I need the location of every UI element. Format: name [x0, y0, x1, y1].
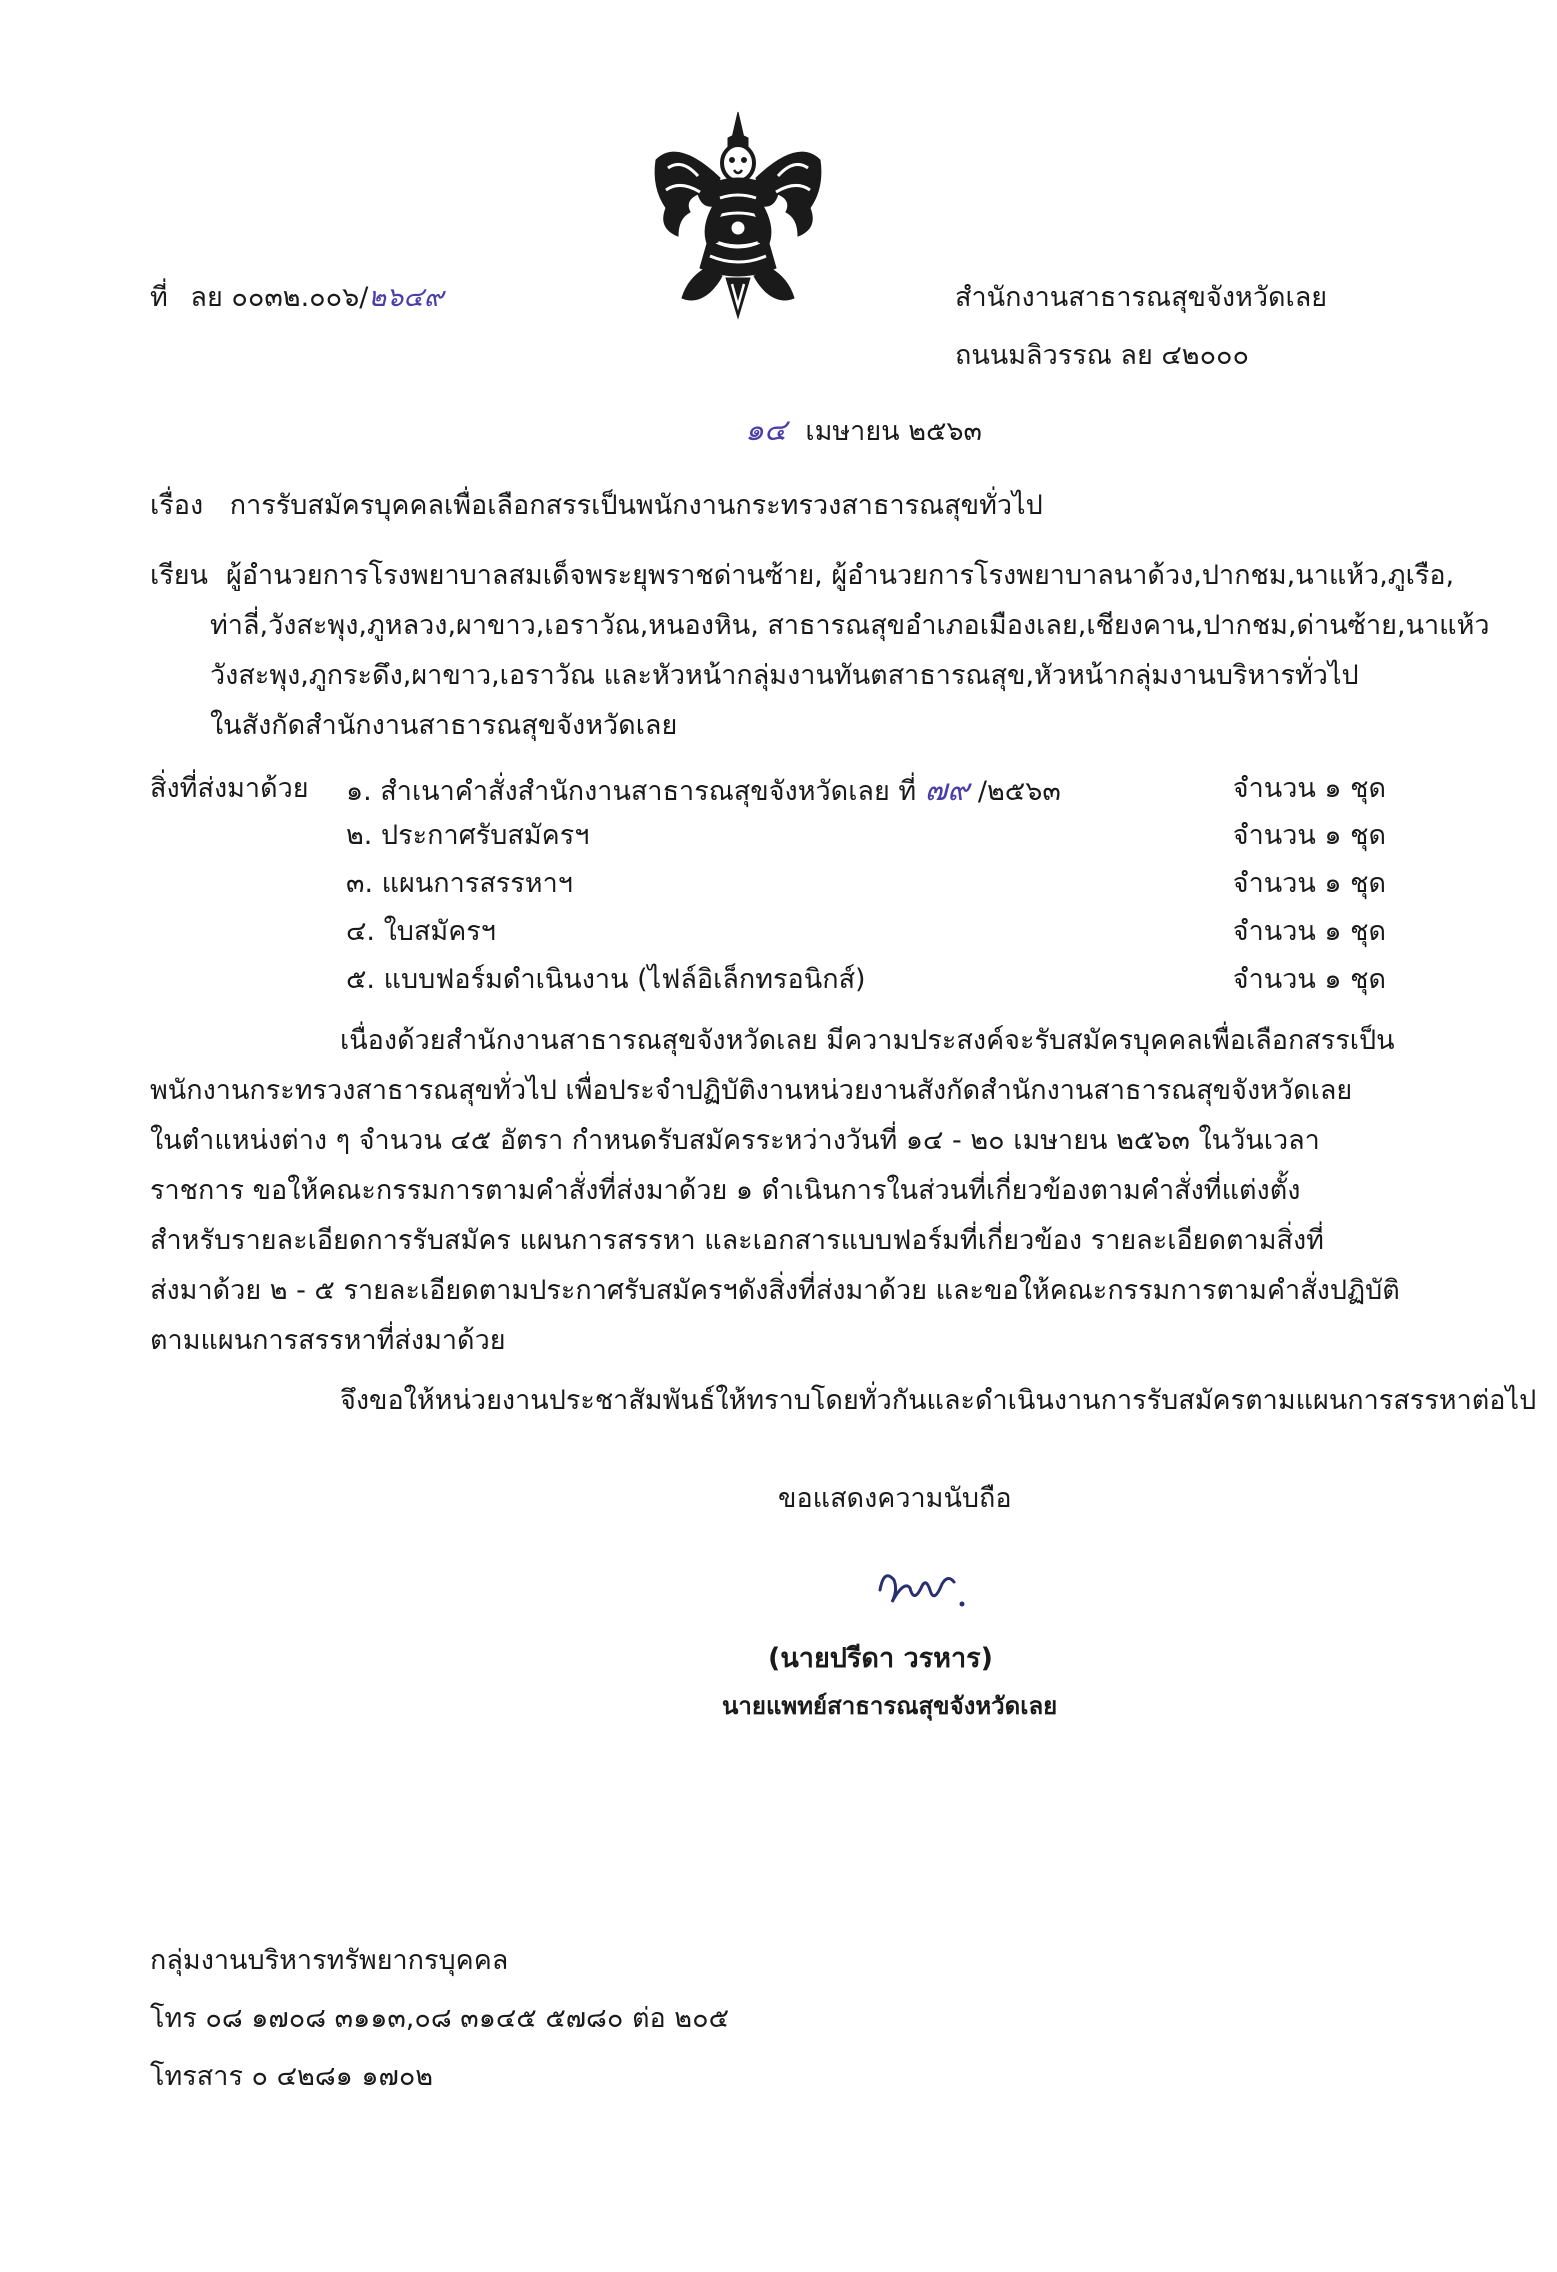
enclosure-item: [346, 916, 1386, 956]
body-line: พนักงานกระทรวงสาธารณสุขทั่วไป เพื่อประจำปฏิบัติงานหน่วยงานสังกัดสำนักงานสาธารณสุขจังหวัดเลย: [150, 1075, 1353, 1106]
enclosure-title: ๔. ใบสมัครฯ: [346, 916, 496, 947]
enclosure-text: [346, 773, 1061, 813]
reference-number-handwritten: ๒๖๔๙: [368, 282, 444, 313]
enclosure-order-year: /๒๕๖๓: [969, 776, 1061, 807]
body-line: ราชการ ขอให้คณะกรรมการตามคำสั่งที่ส่งมาด้วย ๑ ดำเนินการในส่วนที่เกี่ยวข้องตามคำสั่งที่แต่งตั้ง: [150, 1175, 1301, 1206]
enclosure-item: [346, 773, 1386, 813]
enclosure-quantity: จำนวน ๑ ชุด: [1232, 964, 1386, 995]
date-day-handwritten: ๑๔: [745, 413, 787, 448]
body-line: ส่งมาด้วย ๒ - ๕ รายละเอียดตามประกาศรับสมัครฯดังสิ่งที่ส่งมาด้วย และขอให้คณะกรรมการตามคำสั่งปฏิบัติ: [150, 1275, 1400, 1306]
office-name: สำนักงานสาธารณสุขจังหวัดเลย: [955, 282, 1328, 313]
letter-date: [745, 413, 982, 449]
enclosure-item: [346, 820, 1386, 860]
body-closing-paragraph: จึงขอให้หน่วยงานประชาสัมพันธ์ให้ทราบโดยทั่วกันและดำเนินงานการรับสมัครตามแผนการสรรหาต่อไป: [340, 1385, 1537, 1416]
reference-prefix: ลย ๐๐๓๒.๐๐๖/: [190, 282, 369, 313]
body-line: ตามแผนการสรรหาที่ส่งมาด้วย: [150, 1325, 506, 1356]
enclosures-label: สิ่งที่ส่งมาด้วย: [150, 773, 309, 804]
enclosure-item: [346, 868, 1386, 908]
signer-title: นายแพทย์สาธารณสุขจังหวัดเลย: [722, 1692, 1058, 1720]
signature-icon: [870, 1560, 980, 1620]
date-month-year: เมษายน ๒๕๖๓: [805, 416, 983, 447]
footer-fax: โทรสาร ๐ ๔๒๘๑ ๑๗๐๒: [150, 2061, 434, 2092]
body-line: เนื่องด้วยสำนักงานสาธารณสุขจังหวัดเลย มีความประสงค์จะรับสมัครบุคคลเพื่อเลือกสรรเป็น: [340, 1025, 1395, 1056]
footer-phone: โทร ๐๘ ๑๗๐๘ ๓๑๑๓,๐๘ ๓๑๔๕ ๕๗๘๐ ต่อ ๒๐๕: [150, 2003, 729, 2034]
enclosure-title: ๑. สำเนาคำสั่งสำนักงานสาธารณสุขจังหวัดเลย ที่: [346, 776, 925, 807]
enclosure-order-number-handwritten: ๗๙: [924, 773, 970, 808]
enclosure-quantity: จำนวน ๑ ชุด: [1232, 916, 1386, 947]
enclosure-title: ๕. แบบฟอร์มดำเนินงาน (ไฟล์อิเล็กทรอนิกส์): [346, 964, 866, 995]
enclosure-quantity: จำนวน ๑ ชุด: [1232, 820, 1386, 851]
recipient-label: เรียน: [150, 560, 209, 591]
recipient-line: ในสังกัดสำนักงานสาธารณสุขจังหวัดเลย: [210, 710, 678, 741]
recipient-line: วังสะพุง,ภูกระดึง,ผาขาว,เอราวัณ และหัวหน้ากลุ่มงานทันตสาธารณสุข,หัวหน้ากลุ่มงานบริหารทั่วไป: [210, 660, 1359, 691]
subject-label: เรื่อง: [150, 490, 204, 521]
enclosure-quantity: จำนวน ๑ ชุด: [1232, 868, 1386, 899]
footer-department: กลุ่มงานบริหารทรัพยากรบุคคล: [150, 1945, 509, 1976]
office-address: ถนนมลิวรรณ ลย ๔๒๐๐๐: [955, 340, 1250, 371]
enclosure-item: [346, 964, 1386, 1004]
reference-label: ที่: [150, 282, 168, 313]
subject-line: [150, 490, 1043, 522]
signer-name: (นายปรีดา วรหาร): [768, 1643, 993, 1674]
recipient-line: ผู้อำนวยการโรงพยาบาลสมเด็จพระยุพราชด่านซ้าย, ผู้อำนวยการโรงพยาบาลนาด้วง,ปากชม,นาแห้ว,ภูเรือ,: [226, 560, 1455, 591]
garuda-emblem-icon: [648, 108, 828, 323]
subject-text: การรับสมัครบุคคลเพื่อเลือกสรรเป็นพนักงานกระทรวงสาธารณสุขทั่วไป: [229, 490, 1043, 521]
body-line: ในตำแหน่งต่าง ๆ จำนวน ๔๕ อัตรา กำหนดรับสมัครระหว่างวันที่ ๑๔ - ๒๐ เมษายน ๒๕๖๓ ในวันเวลา: [150, 1125, 1320, 1156]
body-line: สำหรับรายละเอียดการรับสมัคร แผนการสรรหา และเอกสารแบบฟอร์มที่เกี่ยวข้อง รายละเอียดตามสิ่งที่: [150, 1225, 1324, 1256]
closing-salutation: ขอแสดงความนับถือ: [778, 1483, 1012, 1514]
recipient-line: ท่าลี่,วังสะพุง,ภูหลวง,ผาขาว,เอราวัณ,หนองหิน, สาธารณสุขอำเภอเมืองเลย,เชียงคาน,ปากชม,ด่านซ้าย,นาแห้ว: [210, 610, 1490, 641]
reference-number: [150, 282, 444, 314]
enclosure-title: ๒. ประกาศรับสมัครฯ: [346, 820, 590, 851]
enclosure-quantity: จำนวน ๑ ชุด: [1232, 773, 1386, 804]
enclosure-title: ๓. แผนการสรรหาฯ: [346, 868, 573, 899]
